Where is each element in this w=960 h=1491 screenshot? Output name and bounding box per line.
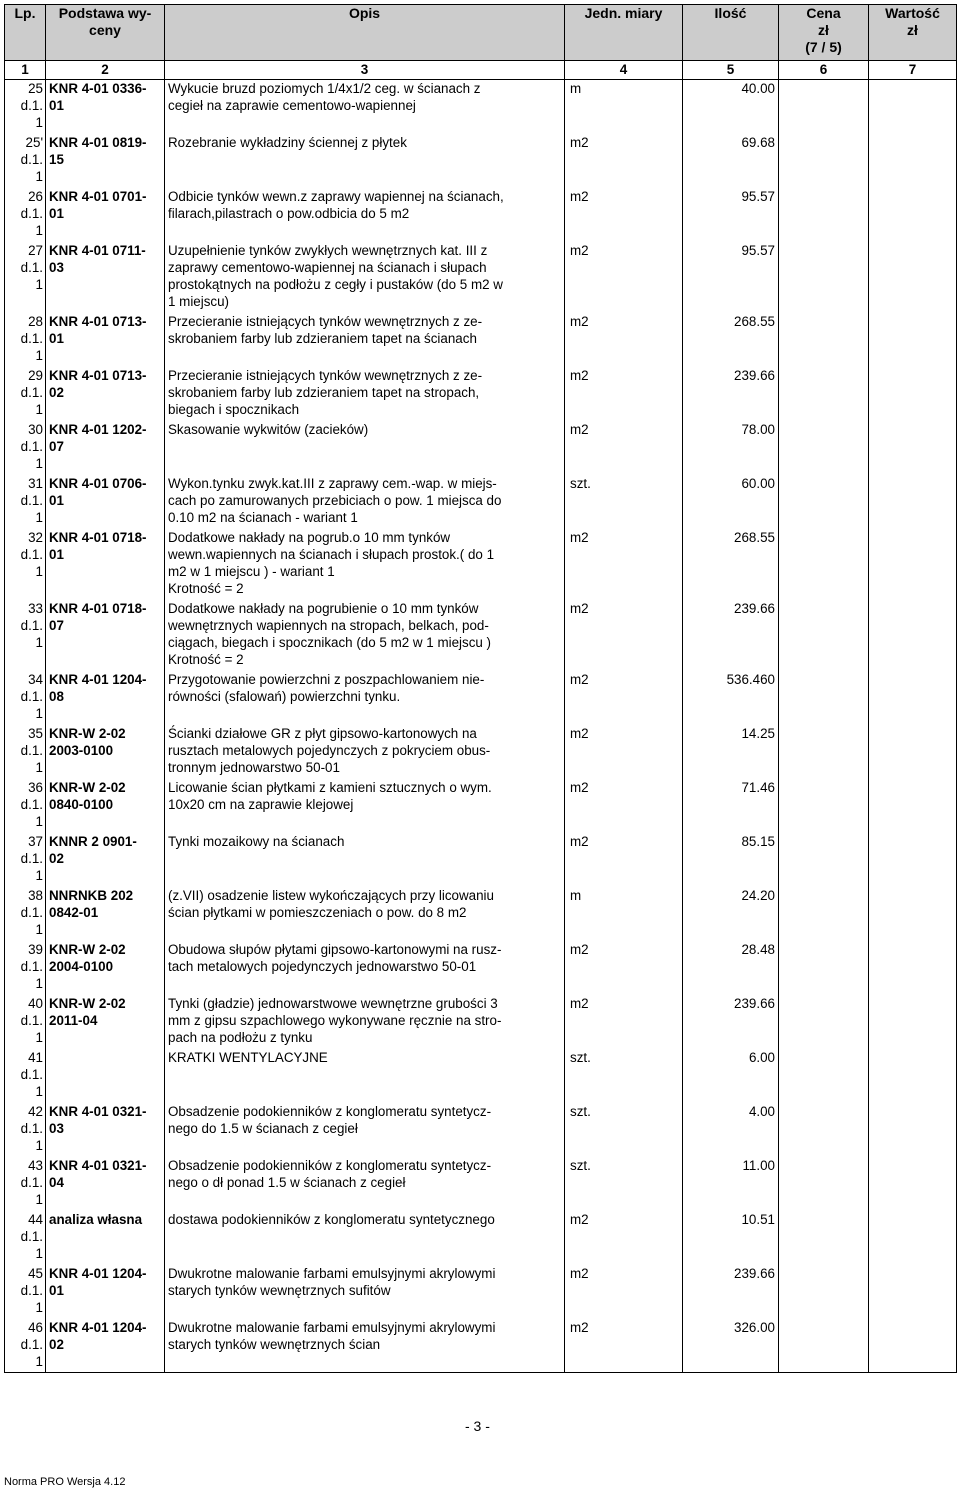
value-cell xyxy=(869,1319,957,1373)
value-cell xyxy=(869,367,957,421)
unit-cell: m2 xyxy=(565,995,683,1049)
table-header-row xyxy=(5,5,957,61)
quantity-cell: 268.55 xyxy=(683,313,779,367)
item-number-line: 46 xyxy=(28,1319,43,1335)
quantity-cell: 536.460 xyxy=(683,671,779,725)
basis-cell: KNR 4-01 0706- 01 xyxy=(46,475,165,529)
item-number-cell xyxy=(5,725,46,779)
description-cell: (z.VII) osadzenie listew wykończających przy licowaniu ścian płytkami w pomieszczeniach o pow. do 8 m2 xyxy=(165,887,565,941)
item-number-cell xyxy=(5,1049,46,1103)
item-number-line: d.1. xyxy=(20,1336,43,1352)
price-cell xyxy=(779,421,869,475)
unit-cell: m2 xyxy=(565,1265,683,1319)
item-number-line: 27 xyxy=(28,242,43,258)
unit-cell: m2 xyxy=(565,1211,683,1265)
price-cell xyxy=(779,1049,869,1103)
basis-cell: KNR 4-01 0718- 07 xyxy=(46,600,165,671)
item-number-line: 1 xyxy=(35,401,43,417)
description-cell: Dwukrotne malowanie farbami emulsyjnymi akrylowymi starych tynków wewnętrznych ścian xyxy=(165,1319,565,1373)
header-value: Wartość zł xyxy=(869,5,957,61)
item-number-cell xyxy=(5,1265,46,1319)
description-cell: Wykucie bruzd poziomych 1/4x1/2 ceg. w ścianach z cegieł na zaprawie cementowo-wapiennej xyxy=(165,80,565,134)
item-number-line: 1 xyxy=(35,634,43,650)
table-row xyxy=(5,1265,957,1319)
item-number-line: d.1. xyxy=(20,904,43,920)
item-number-line: 43 xyxy=(28,1157,43,1173)
description-cell: Licowanie ścian płytkami z kamieni sztucznych o wym. 10x20 cm na zaprawie klejowej xyxy=(165,779,565,833)
unit-cell: m2 xyxy=(565,421,683,475)
price-cell xyxy=(779,725,869,779)
description-cell: Dodatkowe nakłady na pogrubienie o 10 mm tynków wewnętrznych wapiennych na stropach, belkach, pod- ciągach, biegach i spocznikach (do 5 m2 w 1 miejscu ) Krotność = 2 xyxy=(165,600,565,671)
description-cell: KRATKI WENTYLACYJNE xyxy=(165,1049,565,1103)
item-number-line: 28 xyxy=(28,313,43,329)
value-cell xyxy=(869,779,957,833)
quantity-cell: 69.68 xyxy=(683,134,779,188)
item-number-line: 1 xyxy=(35,759,43,775)
unit-cell: m xyxy=(565,80,683,134)
quantity-cell: 10.51 xyxy=(683,1211,779,1265)
table-row xyxy=(5,1157,957,1211)
description-cell: Skasowanie wykwitów (zacieków) xyxy=(165,421,565,475)
item-number-line: 32 xyxy=(28,529,43,545)
column-numbers-row xyxy=(5,61,957,80)
unit-cell: m2 xyxy=(565,600,683,671)
description-cell: Tynki (gładzie) jednowarstwowe wewnętrzne grubości 3 mm z gipsu szpachlowego wykonywane ręcznie na stro- pach na podłożu z tynku xyxy=(165,995,565,1049)
table-row xyxy=(5,779,957,833)
table-row xyxy=(5,1319,957,1373)
basis-cell: KNR 4-01 0711- 03 xyxy=(46,242,165,313)
basis-cell: KNR 4-01 0701- 01 xyxy=(46,188,165,242)
item-number-line: 42 xyxy=(28,1103,43,1119)
price-cell xyxy=(779,671,869,725)
column-number: 5 xyxy=(683,61,779,80)
item-number-line: d.1. xyxy=(20,151,43,167)
table-row xyxy=(5,475,957,529)
quantity-cell: 71.46 xyxy=(683,779,779,833)
unit-cell: szt. xyxy=(565,1157,683,1211)
item-number-line: 1 xyxy=(35,975,43,991)
column-number: 1 xyxy=(5,61,46,80)
quantity-cell: 4.00 xyxy=(683,1103,779,1157)
item-number-line: d.1. xyxy=(20,259,43,275)
item-number-line: d.1. xyxy=(20,1012,43,1028)
item-number-cell xyxy=(5,1157,46,1211)
header-qty: Ilość xyxy=(683,5,779,61)
item-number-line: 37 xyxy=(28,833,43,849)
quantity-cell: 326.00 xyxy=(683,1319,779,1373)
item-number-line: 1 xyxy=(35,813,43,829)
column-number: 4 xyxy=(565,61,683,80)
item-number-cell xyxy=(5,833,46,887)
item-number-line: 44 xyxy=(28,1211,43,1227)
item-number-line: 1 xyxy=(35,1029,43,1045)
item-number-cell xyxy=(5,1103,46,1157)
unit-cell: m2 xyxy=(565,134,683,188)
unit-cell: szt. xyxy=(565,1103,683,1157)
item-number-line: 39 xyxy=(28,941,43,957)
item-number-line: 1 xyxy=(35,921,43,937)
description-cell: Dodatkowe nakłady na pogrub.o 10 mm tynków wewn.wapiennych na ścianach i słupach prostok.( do 1 m2 w 1 miejscu ) - wariant 1 Krotność = 2 xyxy=(165,529,565,600)
description-cell: Przygotowanie powierzchni z poszpachlowaniem nie- równości (sfalowań) powierzchni tynku. xyxy=(165,671,565,725)
quantity-cell: 60.00 xyxy=(683,475,779,529)
item-number-line: d.1. xyxy=(20,492,43,508)
description-cell: Dwukrotne malowanie farbami emulsyjnymi akrylowymi starych tynków wewnętrznych sufitów xyxy=(165,1265,565,1319)
item-number-line: 1 xyxy=(35,705,43,721)
item-number-cell xyxy=(5,600,46,671)
quantity-cell: 14.25 xyxy=(683,725,779,779)
price-cell xyxy=(779,1211,869,1265)
price-cell xyxy=(779,1103,869,1157)
item-number-line: d.1. xyxy=(20,850,43,866)
description-cell: dostawa podokienników z konglomeratu syntetycznego xyxy=(165,1211,565,1265)
item-number-line: 1 xyxy=(35,867,43,883)
unit-cell: szt. xyxy=(565,1049,683,1103)
header-price: Cena zł (7 / 5) xyxy=(779,5,869,61)
item-number-line: d.1. xyxy=(20,438,43,454)
value-cell xyxy=(869,188,957,242)
item-number-line: d.1. xyxy=(20,1174,43,1190)
value-cell xyxy=(869,671,957,725)
price-cell xyxy=(779,887,869,941)
value-cell xyxy=(869,80,957,134)
price-cell xyxy=(779,313,869,367)
description-cell: Przecieranie istniejących tynków wewnętrznych z ze- skrobaniem farby lub zdzieraniem tapet na ścianach xyxy=(165,313,565,367)
price-cell xyxy=(779,833,869,887)
price-cell xyxy=(779,80,869,134)
item-number-line: 36 xyxy=(28,779,43,795)
table-row xyxy=(5,421,957,475)
cost-estimate-table xyxy=(4,4,957,1373)
unit-cell: m2 xyxy=(565,188,683,242)
page-number: - 3 - xyxy=(465,1418,490,1434)
item-number-cell xyxy=(5,779,46,833)
basis-cell: KNR 4-01 0336- 01 xyxy=(46,80,165,134)
item-number-line: d.1. xyxy=(20,742,43,758)
table-row xyxy=(5,995,957,1049)
value-cell xyxy=(869,1211,957,1265)
item-number-line: 38 xyxy=(28,887,43,903)
item-number-line: d.1. xyxy=(20,546,43,562)
description-cell: Obsadzenie podokienników z konglomeratu syntetycz- nego o dł ponad 1.5 w ścianach z cegieł xyxy=(165,1157,565,1211)
item-number-line: 26 xyxy=(28,188,43,204)
item-number-line: d.1. xyxy=(20,1228,43,1244)
price-cell xyxy=(779,367,869,421)
item-number-cell xyxy=(5,80,46,134)
quantity-cell: 28.48 xyxy=(683,941,779,995)
table-row xyxy=(5,833,957,887)
item-number-line: 1 xyxy=(35,1191,43,1207)
unit-cell: m2 xyxy=(565,1319,683,1373)
price-cell xyxy=(779,188,869,242)
item-number-line: 30 xyxy=(28,421,43,437)
item-number-line: 1 xyxy=(35,455,43,471)
price-cell xyxy=(779,600,869,671)
item-number-line: 45 xyxy=(28,1265,43,1281)
item-number-cell xyxy=(5,242,46,313)
item-number-line: d.1. xyxy=(20,1066,43,1082)
quantity-cell: 24.20 xyxy=(683,887,779,941)
unit-cell: m2 xyxy=(565,833,683,887)
item-number-line: 1 xyxy=(35,1245,43,1261)
table-row xyxy=(5,529,957,600)
value-cell xyxy=(869,1157,957,1211)
price-cell xyxy=(779,134,869,188)
item-number-line: d.1. xyxy=(20,384,43,400)
table-row xyxy=(5,671,957,725)
item-number-cell xyxy=(5,671,46,725)
basis-cell: KNR 4-01 0713- 02 xyxy=(46,367,165,421)
basis-cell: analiza własna xyxy=(46,1211,165,1265)
description-cell: Obudowa słupów płytami gipsowo-kartonowymi na rusz- tach metalowych pojedynczych jednowarstwo 50-01 xyxy=(165,941,565,995)
basis-cell: NNRNKB 202 0842-01 xyxy=(46,887,165,941)
basis-cell xyxy=(46,1049,165,1103)
table-row xyxy=(5,1103,957,1157)
item-number-line: d.1. xyxy=(20,958,43,974)
quantity-cell: 95.57 xyxy=(683,188,779,242)
table-row xyxy=(5,188,957,242)
unit-cell: m2 xyxy=(565,529,683,600)
cost-estimate-sheet xyxy=(4,4,956,1373)
item-number-cell xyxy=(5,134,46,188)
value-cell xyxy=(869,242,957,313)
description-cell: Obsadzenie podokienników z konglomeratu syntetycz- nego do 1.5 w ścianach z cegieł xyxy=(165,1103,565,1157)
item-number-line: 1 xyxy=(35,1353,43,1369)
price-cell xyxy=(779,529,869,600)
quantity-cell: 11.00 xyxy=(683,1157,779,1211)
item-number-line: d.1. xyxy=(20,205,43,221)
item-number-line: 1 xyxy=(35,276,43,292)
description-cell: Tynki mozaikowy na ścianach xyxy=(165,833,565,887)
unit-cell: m2 xyxy=(565,242,683,313)
item-number-line: 25 xyxy=(28,81,43,96)
item-number-cell xyxy=(5,421,46,475)
item-number-cell xyxy=(5,941,46,995)
item-number-line: 1 xyxy=(35,222,43,238)
item-number-line: d.1. xyxy=(20,98,43,113)
description-cell: Wykon.tynku zwyk.kat.III z zaprawy cem.-wap. w miejs- cach po zamurowanych przebiciach o pow. 1 miejsca do 0.10 m2 na ścianach - wariant 1 xyxy=(165,475,565,529)
item-number-line: 35 xyxy=(28,725,43,741)
basis-cell: KNR 4-01 0321- 04 xyxy=(46,1157,165,1211)
item-number-line: 31 xyxy=(28,475,43,491)
table-row xyxy=(5,600,957,671)
value-cell xyxy=(869,600,957,671)
column-number: 2 xyxy=(46,61,165,80)
value-cell xyxy=(869,313,957,367)
table-row xyxy=(5,1049,957,1103)
value-cell xyxy=(869,421,957,475)
basis-cell: KNR-W 2-02 2004-0100 xyxy=(46,941,165,995)
column-number: 6 xyxy=(779,61,869,80)
item-number-line: d.1. xyxy=(20,688,43,704)
value-cell xyxy=(869,529,957,600)
price-cell xyxy=(779,1319,869,1373)
item-number-line: 1 xyxy=(35,1137,43,1153)
value-cell xyxy=(869,1265,957,1319)
unit-cell: m2 xyxy=(565,725,683,779)
value-cell xyxy=(869,941,957,995)
quantity-cell: 95.57 xyxy=(683,242,779,313)
item-number-line: 29 xyxy=(28,367,43,383)
basis-cell: KNR 4-01 0819- 15 xyxy=(46,134,165,188)
column-number: 3 xyxy=(165,61,565,80)
table-row xyxy=(5,725,957,779)
item-number-line: 1 xyxy=(35,563,43,579)
unit-cell: m2 xyxy=(565,313,683,367)
item-number-cell xyxy=(5,367,46,421)
basis-cell: KNR 4-01 1204- 02 xyxy=(46,1319,165,1373)
item-number-cell xyxy=(5,475,46,529)
description-cell: Uzupełnienie tynków zwykłych wewnętrznych kat. III z zaprawy cementowo-wapiennej na ścianach i słupach prostokątnych na podłożu z cegły i pustaków (do 5 m2 w 1 miejscu) xyxy=(165,242,565,313)
item-number-line: 1 xyxy=(35,509,43,525)
price-cell xyxy=(779,941,869,995)
value-cell xyxy=(869,1049,957,1103)
basis-cell: KNR 4-01 1204- 08 xyxy=(46,671,165,725)
value-cell xyxy=(869,725,957,779)
item-number-line: 1 xyxy=(35,1083,43,1099)
unit-cell: m xyxy=(565,887,683,941)
description-cell: Ścianki działowe GR z płyt gipsowo-kartonowych na rusztach metalowych pojedynczych z pokryciem obus- tronnym jednowarstwo 50-01 xyxy=(165,725,565,779)
table-row xyxy=(5,1211,957,1265)
value-cell xyxy=(869,134,957,188)
item-number-line: 41 xyxy=(28,1049,43,1065)
item-number-cell xyxy=(5,1319,46,1373)
basis-cell: KNR 4-01 1202- 07 xyxy=(46,421,165,475)
description-cell: Rozebranie wykładziny ściennej z płytek xyxy=(165,134,565,188)
item-number-line: 1 xyxy=(35,168,43,184)
header-base: Podstawa wy- ceny xyxy=(46,5,165,61)
description-cell: Odbicie tynków wewn.z zaprawy wapiennej na ścianach, filarach,pilastrach o pow.odbicia do 5 m2 xyxy=(165,188,565,242)
table-row xyxy=(5,134,957,188)
item-number-cell xyxy=(5,995,46,1049)
basis-cell: KNR 4-01 0713- 01 xyxy=(46,313,165,367)
header-lp: Lp. xyxy=(5,5,46,61)
value-cell xyxy=(869,1103,957,1157)
unit-cell: m2 xyxy=(565,779,683,833)
unit-cell: m2 xyxy=(565,367,683,421)
item-number-cell xyxy=(5,529,46,600)
quantity-cell: 40.00 xyxy=(683,80,779,134)
item-number-line: d.1. xyxy=(20,796,43,812)
table-row xyxy=(5,313,957,367)
table-body xyxy=(5,61,957,1373)
item-number-line: 33 xyxy=(28,600,43,616)
item-number-line: d.1. xyxy=(20,330,43,346)
item-number-line: 1 xyxy=(35,115,43,130)
header-unit: Jedn. miary xyxy=(565,5,683,61)
quantity-cell: 78.00 xyxy=(683,421,779,475)
item-number-line: 1 xyxy=(35,1299,43,1315)
price-cell xyxy=(779,779,869,833)
item-number-cell xyxy=(5,188,46,242)
price-cell xyxy=(779,1265,869,1319)
quantity-cell: 239.66 xyxy=(683,1265,779,1319)
table-row xyxy=(5,887,957,941)
unit-cell: m2 xyxy=(565,941,683,995)
quantity-cell: 6.00 xyxy=(683,1049,779,1103)
basis-cell: KNNR 2 0901- 02 xyxy=(46,833,165,887)
quantity-cell: 239.66 xyxy=(683,995,779,1049)
software-footer: Norma PRO Wersja 4.12 xyxy=(4,1476,126,1488)
item-number-line: d.1. xyxy=(20,617,43,633)
item-number-cell xyxy=(5,313,46,367)
price-cell xyxy=(779,1157,869,1211)
quantity-cell: 268.55 xyxy=(683,529,779,600)
basis-cell: KNR-W 2-02 2011-04 xyxy=(46,995,165,1049)
basis-cell: KNR 4-01 0718- 01 xyxy=(46,529,165,600)
item-number-cell xyxy=(5,1211,46,1265)
item-number-line: 1 xyxy=(35,347,43,363)
value-cell xyxy=(869,475,957,529)
item-number-line: d.1. xyxy=(20,1120,43,1136)
basis-cell: KNR 4-01 1204- 01 xyxy=(46,1265,165,1319)
quantity-cell: 85.15 xyxy=(683,833,779,887)
unit-cell: szt. xyxy=(565,475,683,529)
quantity-cell: 239.66 xyxy=(683,367,779,421)
unit-cell: m2 xyxy=(565,671,683,725)
table-row xyxy=(5,80,957,134)
quantity-cell: 239.66 xyxy=(683,600,779,671)
value-cell xyxy=(869,887,957,941)
item-number-cell xyxy=(5,887,46,941)
item-number-line: d.1. xyxy=(20,1282,43,1298)
table-row xyxy=(5,242,957,313)
value-cell xyxy=(869,995,957,1049)
column-number: 7 xyxy=(869,61,957,80)
description-cell: Przecieranie istniejących tynków wewnętrznych z ze- skrobaniem farby lub zdzieraniem tapet na stropach, biegach i spocznikach xyxy=(165,367,565,421)
table-row xyxy=(5,941,957,995)
item-number-line: 40 xyxy=(28,995,43,1011)
price-cell xyxy=(779,475,869,529)
price-cell xyxy=(779,995,869,1049)
item-number-line: 34 xyxy=(28,671,43,687)
basis-cell: KNR-W 2-02 2003-0100 xyxy=(46,725,165,779)
item-number-line: 25' xyxy=(25,134,43,150)
header-desc: Opis xyxy=(165,5,565,61)
basis-cell: KNR 4-01 0321- 03 xyxy=(46,1103,165,1157)
value-cell xyxy=(869,833,957,887)
price-cell xyxy=(779,242,869,313)
basis-cell: KNR-W 2-02 0840-0100 xyxy=(46,779,165,833)
table-row xyxy=(5,367,957,421)
